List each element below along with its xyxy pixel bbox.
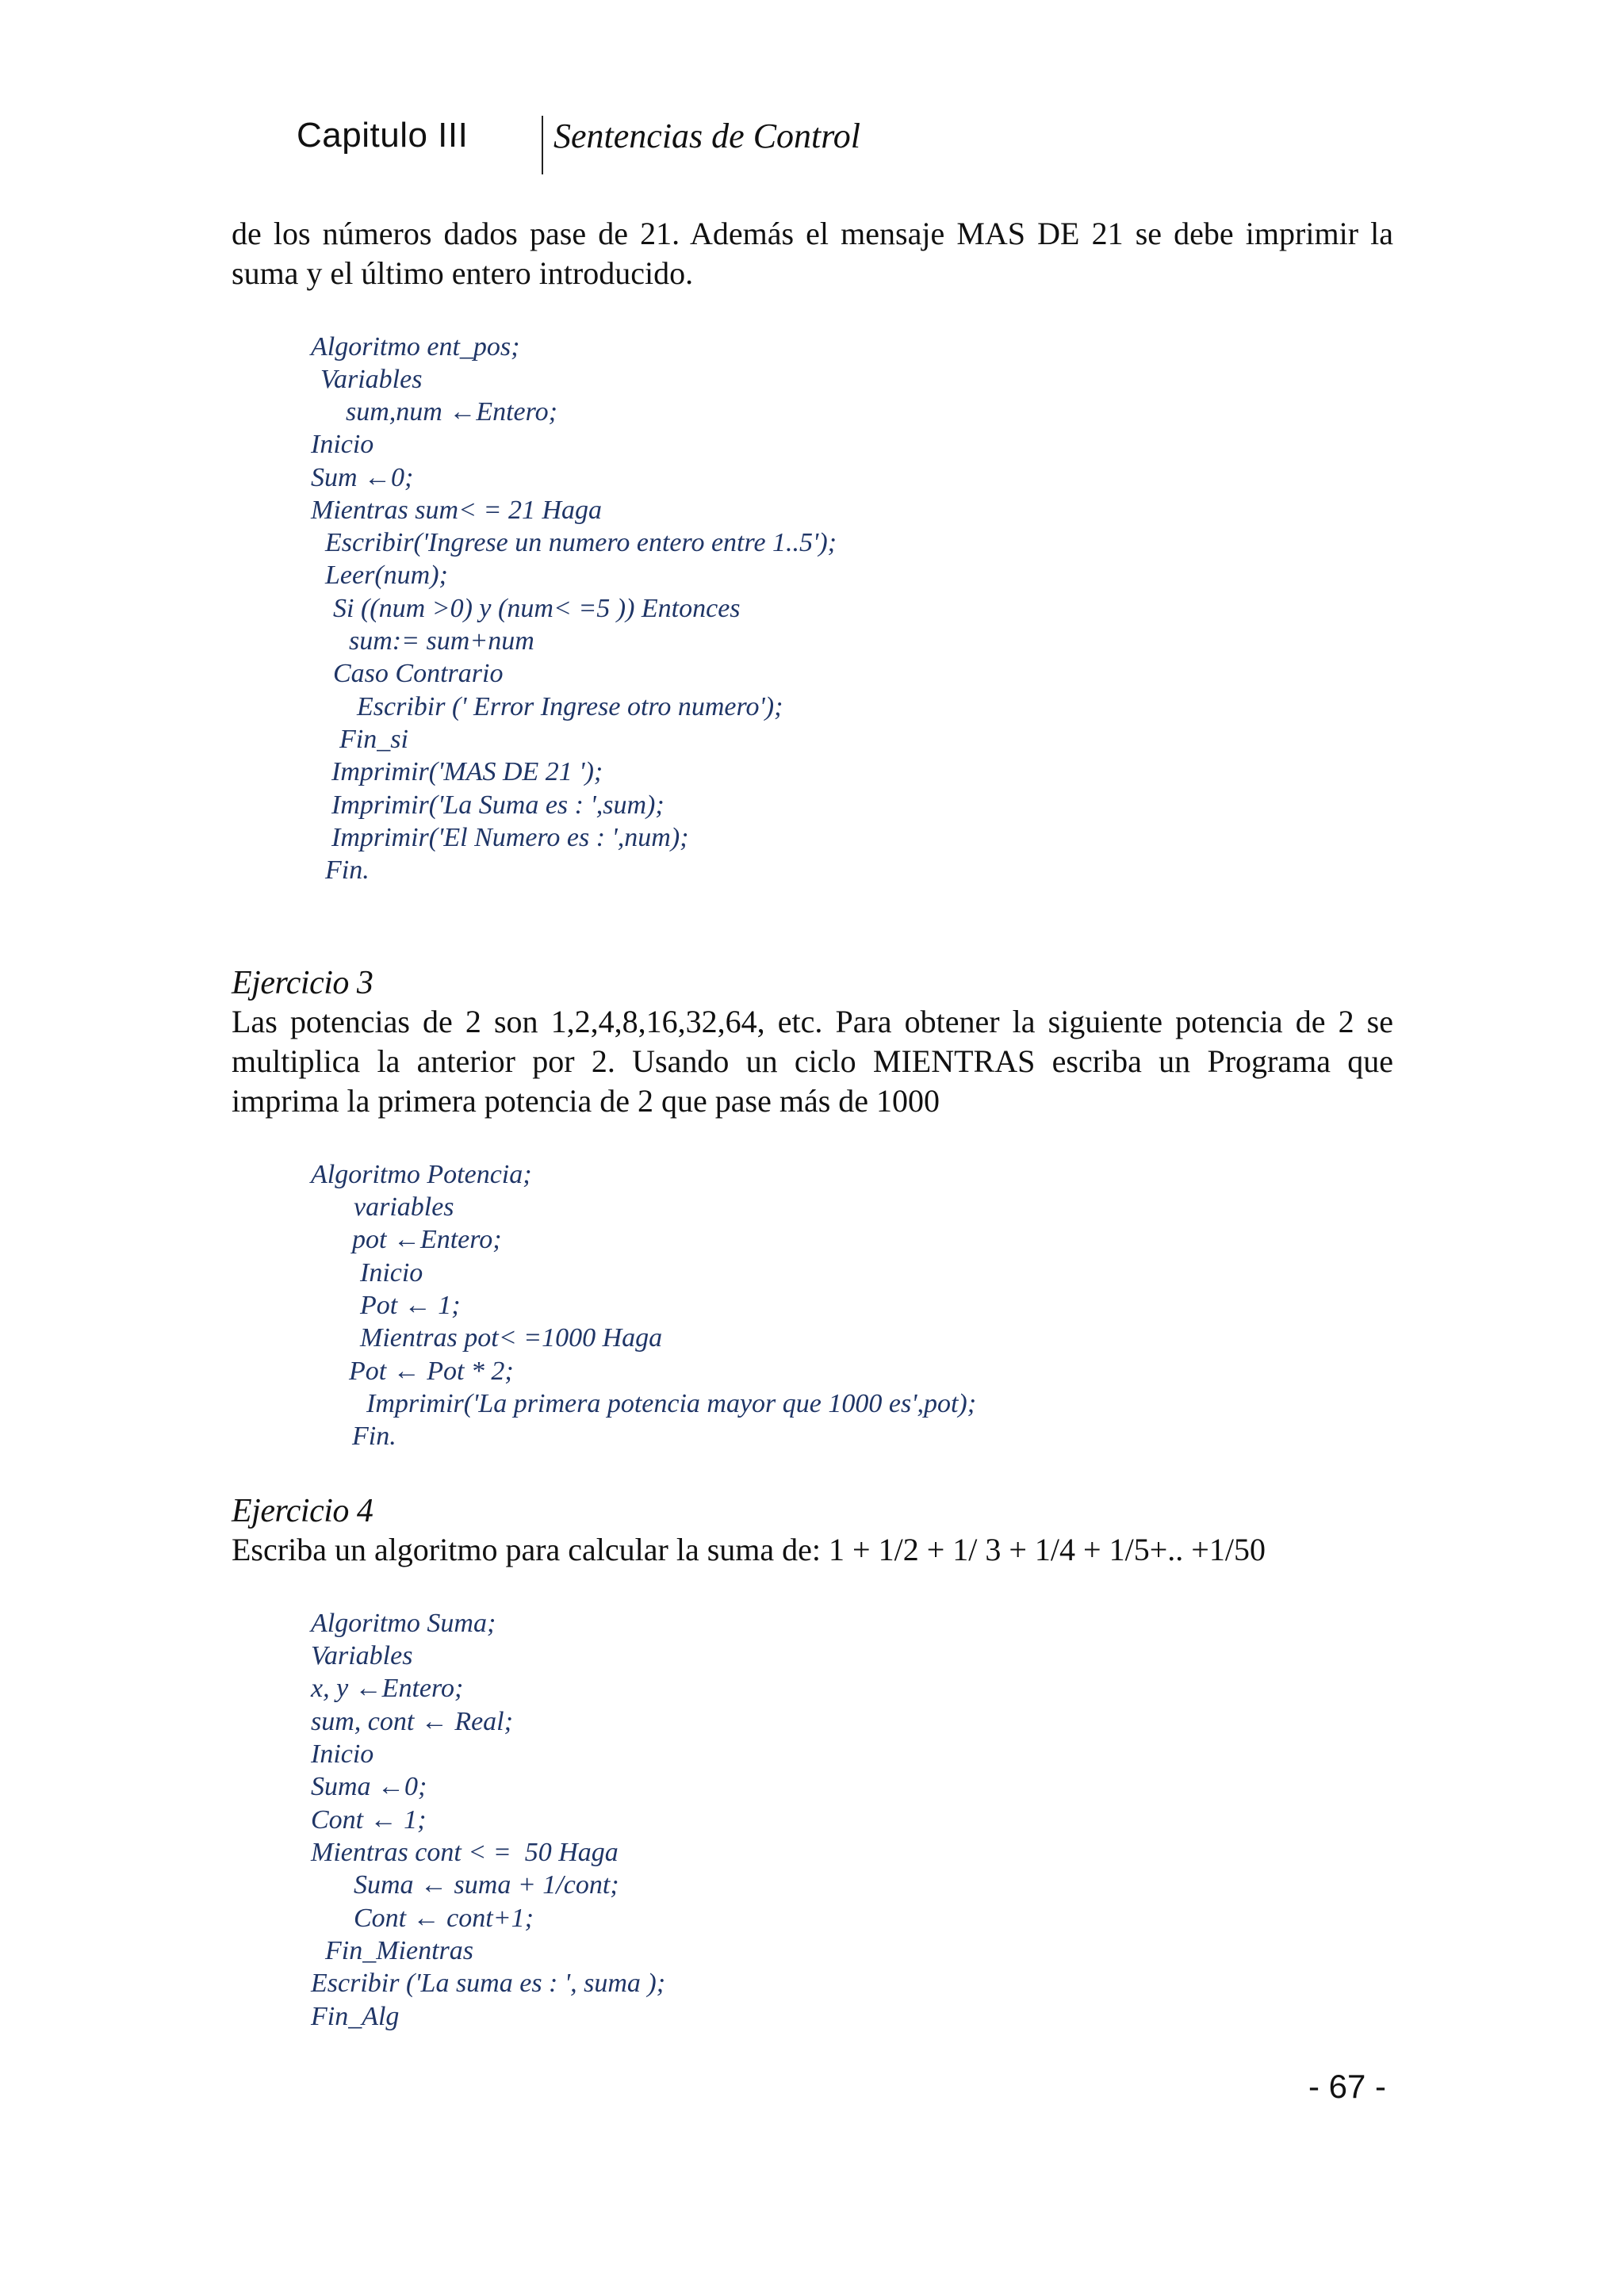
- code-line: sum, cont ← Real;: [311, 1707, 513, 1736]
- exercise-3-paragraph: [232, 1002, 1393, 1121]
- chapter-title: Capitulo III: [297, 116, 469, 155]
- header-divider: [542, 116, 543, 174]
- code-line: sum:= sum+num: [349, 626, 534, 656]
- code-line: Mientras cont < = 50 Haga: [311, 1838, 619, 1867]
- paragraph-line: multiplica la anterior por 2. Usando un ciclo MIENTRAS escriba un Programa que: [232, 1043, 1393, 1079]
- section-title: Sentencias de Control: [553, 117, 860, 155]
- code-line: Imprimir('El Numero es : ',num);: [331, 823, 689, 852]
- code-line: Si ((num >0) y (num< =5 )) Entonces: [333, 594, 741, 623]
- code-line: Imprimir('La Suma es : ',sum);: [331, 790, 665, 820]
- code-line: sum,num ←Entero;: [346, 397, 557, 427]
- exercise-4-paragraph: [232, 1530, 1393, 1570]
- paragraph-line: Escriba un algoritmo para calcular la suma de: 1 + 1/2 + 1/ 3 + 1/4 + 1/5+.. +1/50: [232, 1532, 1266, 1567]
- code-line: Inicio: [360, 1258, 423, 1288]
- paragraph-line: de los números dados pase de 21. Además el mensaje MAS DE 21 se debe imprimir la: [232, 216, 1393, 251]
- code-line: Escribir('Ingrese un numero entero entre 1..5');: [325, 528, 837, 557]
- code-line: x, y ←Entero;: [311, 1674, 464, 1703]
- code-line: Algoritmo Suma;: [311, 1609, 496, 1638]
- code-line: Fin.: [325, 855, 370, 885]
- code-line: Imprimir('La primera potencia mayor que 1000 es',pot);: [366, 1389, 977, 1418]
- exercise-3-heading: Ejercicio 3: [232, 965, 373, 1001]
- code-line: Algoritmo Potencia;: [311, 1160, 532, 1189]
- code-line: Pot ← 1;: [360, 1291, 461, 1320]
- code-line: Fin_si: [339, 725, 408, 754]
- code-line: Cont ← 1;: [311, 1805, 427, 1835]
- code-line: Pot ← Pot * 2;: [349, 1357, 514, 1386]
- code-line: Escribir (' Error Ingrese otro numero');: [357, 692, 783, 721]
- code-line: Inicio: [311, 1739, 374, 1769]
- paragraph-line: Las potencias de 2 son 1,2,4,8,16,32,64, etc. Para obtener la siguiente potencia de 2 se: [232, 1004, 1393, 1039]
- code-line: Caso Contrario: [333, 659, 504, 688]
- code-line: Cont ← cont+1;: [354, 1904, 534, 1933]
- code-line: Mientras pot< =1000 Haga: [360, 1323, 663, 1353]
- code-line: Variables: [311, 1641, 413, 1670]
- code-line: pot ←Entero;: [352, 1225, 502, 1254]
- code-line: Inicio: [311, 430, 374, 459]
- code-line: Imprimir('MAS DE 21 ');: [331, 757, 603, 786]
- code-line: Fin_Mientras: [325, 1936, 473, 1965]
- code-line: Mientras sum< = 21 Haga: [311, 496, 602, 525]
- code-line: Sum ←0;: [311, 463, 414, 492]
- code-line: Variables: [320, 365, 423, 394]
- code-line: variables: [354, 1192, 454, 1222]
- code-line: Suma ←0;: [311, 1772, 427, 1801]
- paragraph-line: imprima la primera potencia de 2 que pase más de 1000: [232, 1083, 940, 1119]
- code-line: Suma ← suma + 1/cont;: [354, 1870, 619, 1900]
- code-line: Fin.: [352, 1422, 396, 1451]
- code-line: Escribir ('La suma es : ', suma );: [311, 1969, 666, 1998]
- code-line: Leer(num);: [325, 561, 448, 590]
- code-line: Algoritmo ent_pos;: [311, 332, 520, 362]
- code-line: Fin_Alg: [311, 2002, 400, 2031]
- exercise-4-heading: Ejercicio 4: [232, 1493, 373, 1529]
- paragraph-line: suma y el último entero introducido.: [232, 255, 694, 291]
- intro-paragraph: [232, 214, 1393, 293]
- page-number: - 67 -: [1308, 2068, 1387, 2105]
